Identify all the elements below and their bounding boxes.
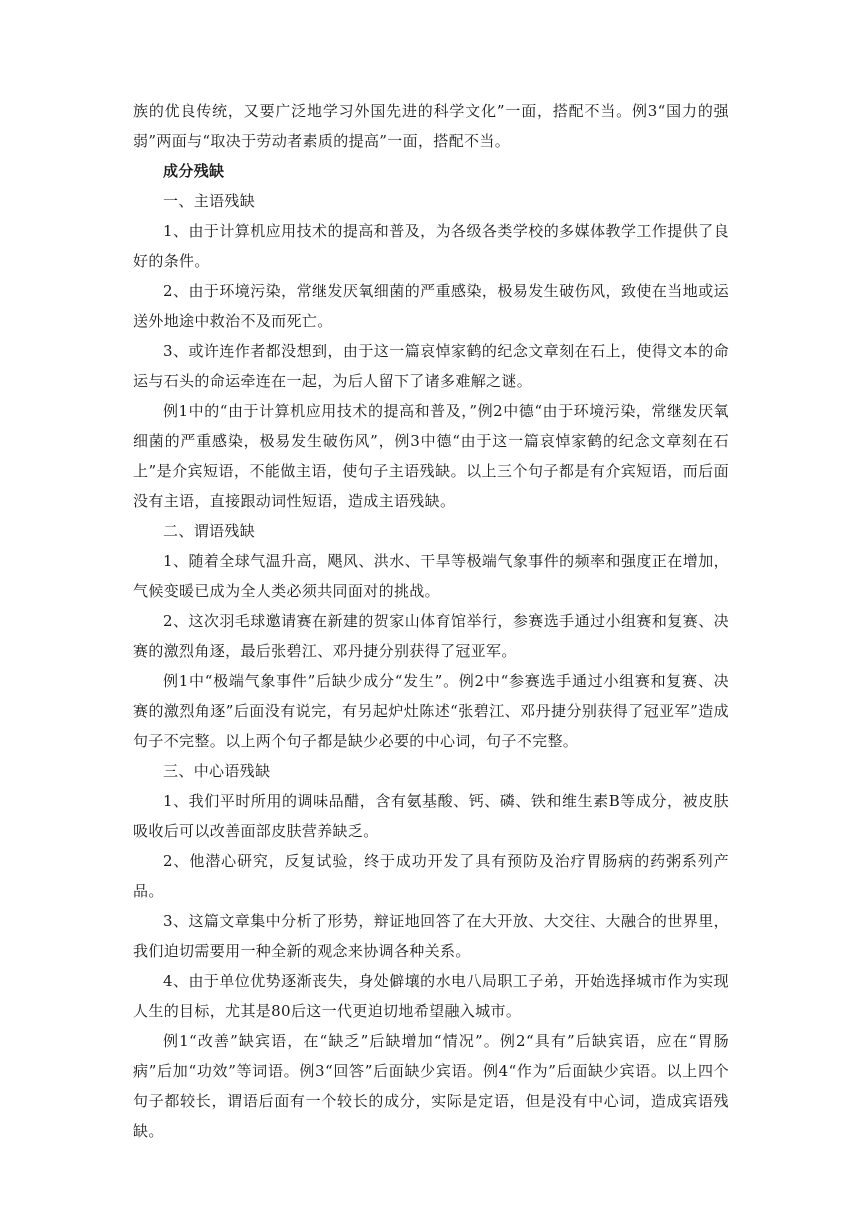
example-head-3: 3、这篇文章集中分析了形势，辩证地回答了在大开放、大交往、大融合的世界里，我们迫切需要用一种全新的观念来协调各种关系。 <box>133 912 729 960</box>
example-subject-2: 2、由于环境污染，常继发厌氧细菌的严重感染，极易发生破伤风，致使在当地或运送外地途中救治不及而死亡。 <box>133 282 729 330</box>
analysis-predicate: 例1中“极端气象事件”后缺少成分“发生”。例2中“参赛选手通过小组赛和复赛、决赛的激烈角逐”后面没有说完，有另起炉灶陈述“张碧江、邓丹捷分别获得了冠亚军”造成句子不完整。以上两个句子都是缺少必要的中心词，句子不完整。 <box>133 672 729 750</box>
subsection-heading-missing-head: 三、中心语残缺 <box>163 762 271 780</box>
paragraph-continuation: 族的优良传统，又要广泛地学习外国先进的科学文化”一面，搭配不当。例3“国力的强弱”两面与“取决于劳动者素质的提高”一面，搭配不当。 <box>133 102 729 150</box>
document-body <box>133 96 729 1146</box>
subsection-heading-missing-predicate: 二、谓语残缺 <box>163 522 256 540</box>
example-head-4: 4、由于单位优势逐渐丧失，身处僻壤的水电八局职工子弟，开始选择城市作为实现人生的目标，尤其是80后这一代更迫切地希望融入城市。 <box>133 972 729 1020</box>
analysis-subject: 例1中的“由于计算机应用技术的提高和普及，”例2中德“由于环境污染，常继发厌氧细菌的严重感染，极易发生破伤风”，例3中德“由于这一篇哀悼家鹤的纪念文章刻在石上”是介宾短语，不能做主语，使句子主语残缺。以上三个句子都是有介宾短语，而后面没有主语，直接跟动词性短语，造成主语残缺。 <box>133 402 729 510</box>
example-predicate-2: 2、这次羽毛球邀请赛在新建的贺家山体育馆举行，参赛选手通过小组赛和复赛、决赛的激烈角逐，最后张碧江、邓丹捷分别获得了冠亚军。 <box>133 612 729 660</box>
analysis-head: 例1“改善”缺宾语，在“缺乏”后缺增加“情况”。例2“具有”后缺宾语，应在“胃肠病”后加“功效”等词语。例3“回答”后面缺少宾语。例4“作为”后面缺少宾语。以上四个句子都较长，谓语后面有一个较长的成分，实际是定语，但是没有中心词，造成宾语残缺。 <box>133 1032 729 1140</box>
example-subject-3: 3、或许连作者都没想到，由于这一篇哀悼家鹤的纪念文章刻在石上，使得文本的命运与石头的命运牵连在一起，为后人留下了诸多难解之谜。 <box>133 342 729 390</box>
example-subject-1: 1、由于计算机应用技术的提高和普及，为各级各类学校的多媒体教学工作提供了良好的条件。 <box>133 222 729 270</box>
section-heading-missing-components: 成分残缺 <box>163 162 225 180</box>
subsection-heading-missing-subject: 一、主语残缺 <box>163 192 256 210</box>
example-head-2: 2、他潜心研究，反复试验，终于成功开发了具有预防及治疗胃肠病的药粥系列产品。 <box>133 852 729 900</box>
example-predicate-1: 1、随着全球气温升高，飓风、洪水、干旱等极端气象事件的频率和强度正在增加，气候变暖已成为全人类必须共同面对的挑战。 <box>133 552 729 600</box>
example-head-1: 1、我们平时所用的调味品醋，含有氨基酸、钙、磷、铁和维生素B等成分，被皮肤吸收后可以改善面部皮肤营养缺乏。 <box>133 792 729 840</box>
